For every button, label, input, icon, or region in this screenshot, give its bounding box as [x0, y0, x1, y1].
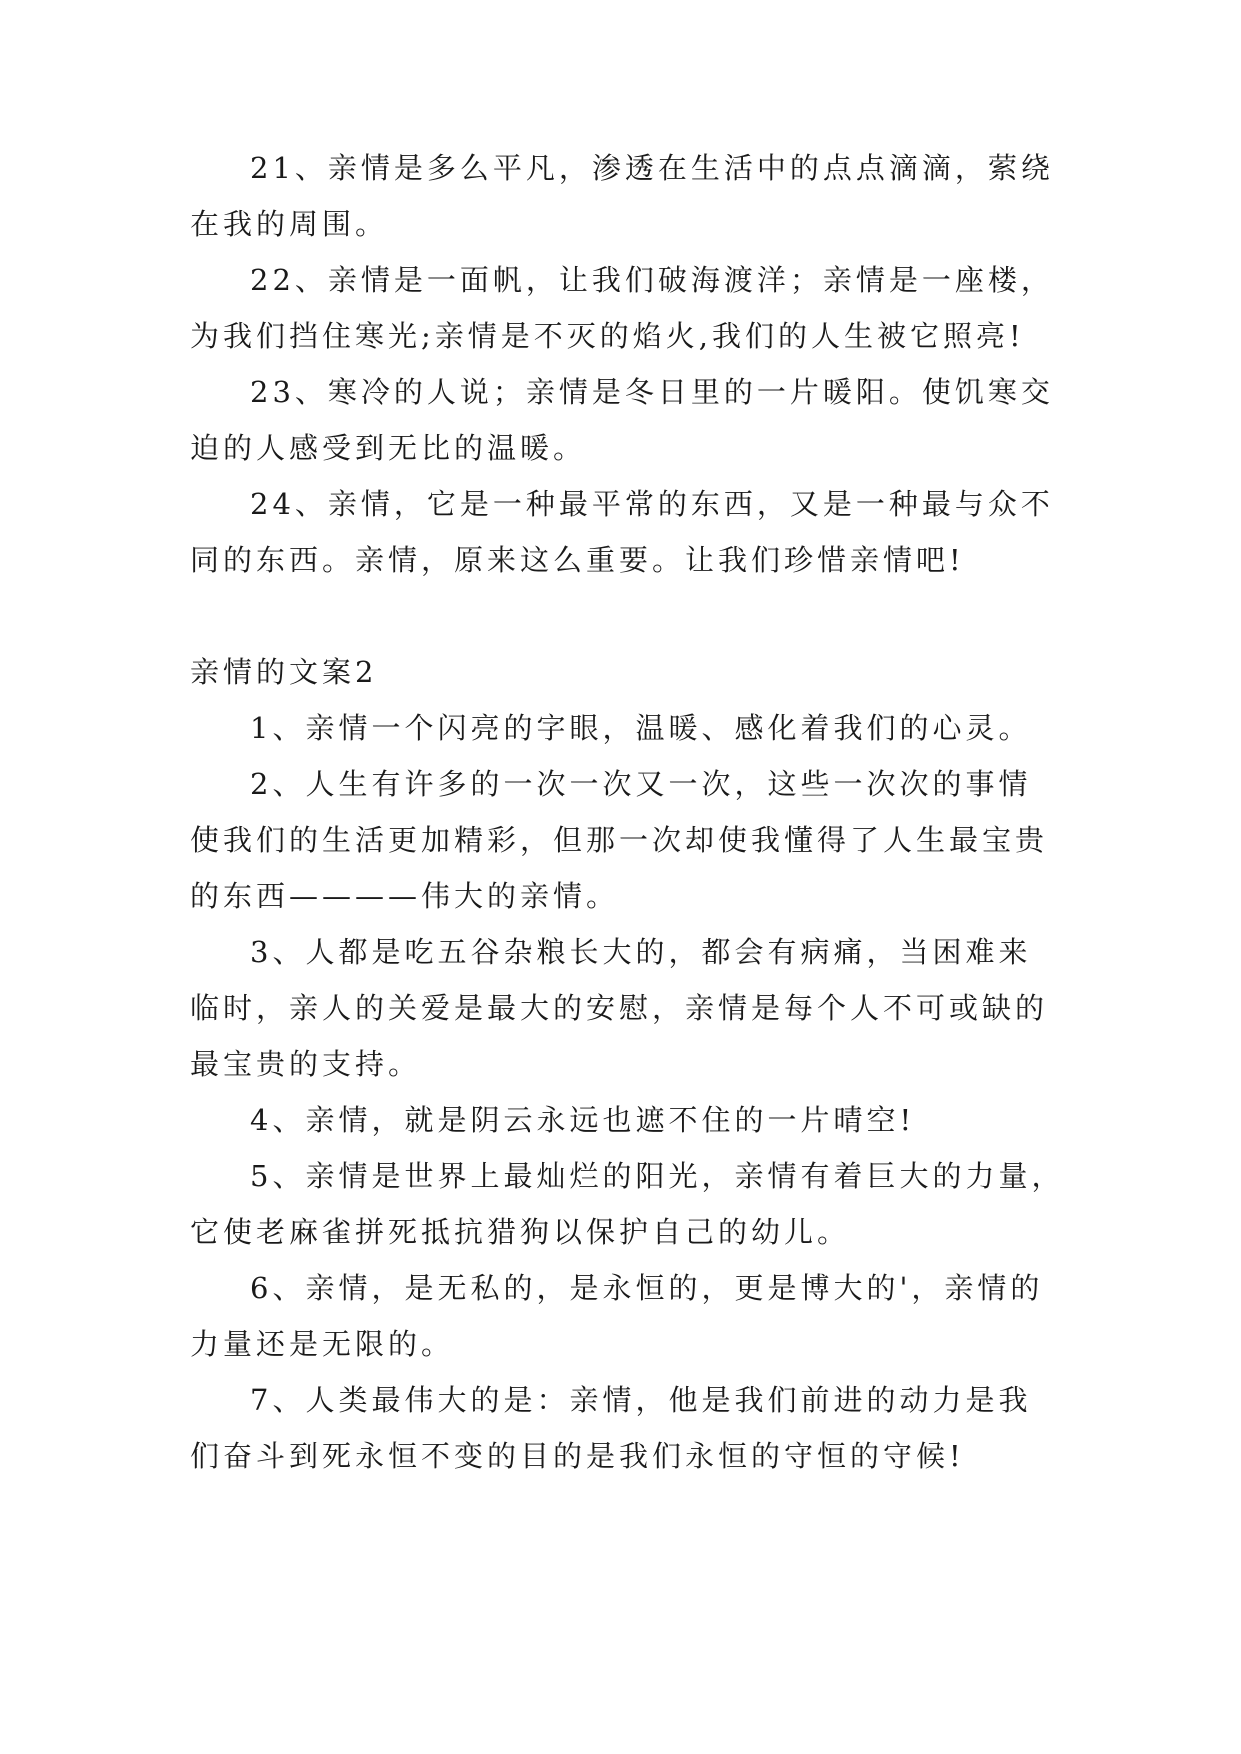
paragraph-6-line1: 6、亲情，是无私的，是永恒的，更是博大的'，亲情的: [250, 1271, 1044, 1305]
paragraph-5-line2: 它使老麻雀拼死抵抗猎狗以保护自己的幼儿。: [190, 1215, 851, 1249]
paragraph-7-line2: 们奋斗到死永恒不变的目的是我们永恒的守恒的守候!: [190, 1439, 965, 1473]
paragraph-5-line1: 5、亲情是世界上最灿烂的阳光，亲情有着巨大的力量，: [250, 1159, 1065, 1193]
paragraph-3-line2: 临时，亲人的关爱是最大的安慰，亲情是每个人不可或缺的: [190, 991, 1049, 1025]
paragraph-4-line1: 4、亲情，就是阴云永远也遮不住的一片晴空!: [250, 1103, 916, 1137]
paragraph-23-line1: 23、寒冷的人说；亲情是冬日里的一片暖阳。使饥寒交: [250, 375, 1054, 409]
paragraph-24-line2: 同的东西。亲情，原来这么重要。让我们珍惜亲情吧!: [190, 543, 965, 577]
paragraph-22-line2: 为我们挡住寒光;亲情是不灭的焰火,我们的人生被它照亮!: [190, 319, 1025, 353]
paragraph-1-line1: 1、亲情一个闪亮的字眼，温暖、感化着我们的心灵。: [250, 711, 1032, 745]
paragraph-21-line2: 在我的周围。: [190, 207, 389, 241]
section-heading: 亲情的文案2: [190, 655, 378, 689]
paragraph-2-line2: 使我们的生活更加精彩，但那一次却使我懂得了人生最宝贵: [190, 823, 1049, 857]
paragraph-2-line3: 的东西————伟大的亲情。: [190, 879, 620, 913]
paragraph-3-line3: 最宝贵的支持。: [190, 1047, 422, 1081]
paragraph-7-line1: 7、人类最伟大的是：亲情，他是我们前进的动力是我: [250, 1383, 1032, 1417]
paragraph-2-line1: 2、人生有许多的一次一次又一次，这些一次次的事情: [250, 767, 1032, 801]
paragraph-3-line1: 3、人都是吃五谷杂粮长大的，都会有病痛，当困难来: [250, 935, 1032, 969]
paragraph-22-line1: 22、亲情是一面帆，让我们破海渡洋；亲情是一座楼，: [250, 263, 1054, 297]
paragraph-24-line1: 24、亲情，它是一种最平常的东西，又是一种最与众不: [250, 487, 1054, 521]
paragraph-6-line2: 力量还是无限的。: [190, 1327, 455, 1361]
paragraph-23-line2: 迫的人感受到无比的温暖。: [190, 431, 587, 465]
paragraph-21-line1: 21、亲情是多么平凡，渗透在生活中的点点滴滴，萦绕: [250, 151, 1054, 185]
